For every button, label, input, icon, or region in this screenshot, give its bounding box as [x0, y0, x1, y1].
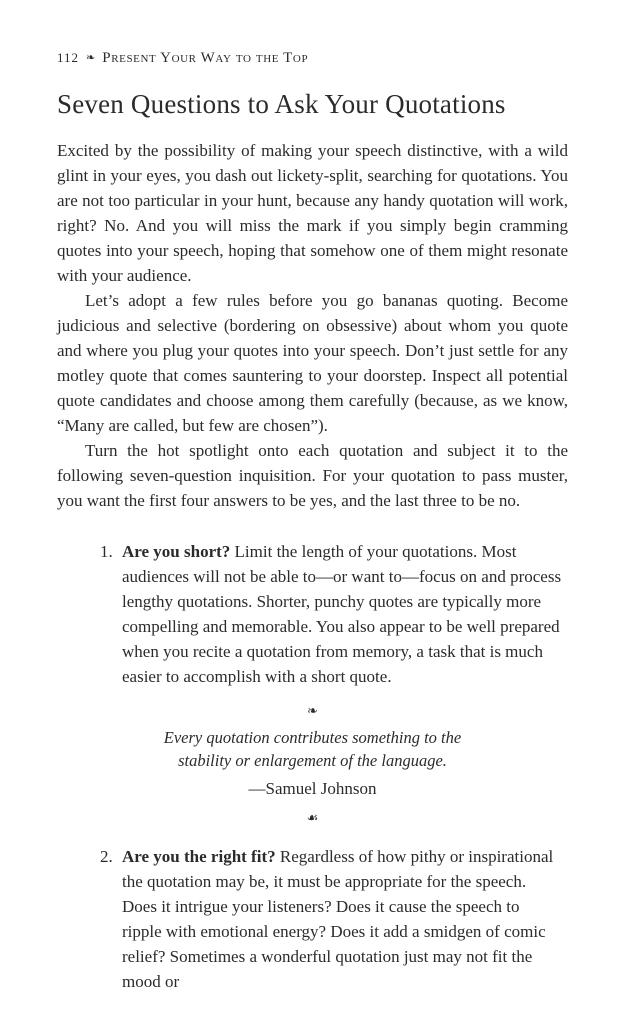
chapter-title: Seven Questions to Ask Your Quotations	[57, 89, 506, 119]
running-title: Present Your Way to the Top	[102, 50, 309, 66]
list-item-text	[122, 539, 562, 689]
list-item-2	[57, 844, 568, 994]
question-list-continued	[57, 844, 568, 994]
page-number: 112	[57, 50, 80, 65]
list-item-body: Regardless of how pithy or inspirational the quotation may be, it must be appropriate for the speech. Does it intrigue your listeners? Does it cause the speech to ripple with emotional energy? Does it add a smidgen of comic relief? Sometimes a wonderful quotation just may not fit the mood or	[122, 847, 554, 991]
page-header	[57, 50, 568, 67]
fleuron-reversed-icon: ☙	[306, 810, 319, 825]
question-list	[57, 539, 568, 689]
list-item-body: Limit the length of your quotations. Most audiences will not be able to—or want to—focus on and process lengthy quotations. Shorter, punchy quotes are typically more compelling and memorable. You also appear to be well prepared when you recite a quotation from memory, a task that is much easier to accomplish with a short quote.	[122, 542, 562, 686]
pull-quote	[57, 702, 568, 827]
quote-attribution: —Samuel Johnson	[248, 779, 377, 798]
list-item-text	[122, 844, 562, 994]
list-item-lead: Are you short?	[122, 542, 231, 561]
fleuron-icon: ❧	[86, 52, 96, 64]
paragraph-rules: Let’s adopt a few rules before you go bananas quoting. Become judicious and selective (bordering on obsessive) about whom you quote and where you plug your quotes into your speech. Don’t just settle for any motley quote that comes sauntering to your doorstep. Inspect all potential quote candidates and choose among them carefully (because, as we know, “Many are called, but few are chosen”).	[57, 291, 568, 435]
list-item-lead: Are you the right fit?	[122, 847, 276, 866]
quote-line-2: stability or enlargement of the language.	[178, 751, 447, 770]
list-item-1	[57, 539, 568, 689]
paragraph-intro: Excited by the possibility of making your speech distinctive, with a wild glint in your eyes, you dash out lickety-split, searching for quotations. You are not too particular in your hunt, because any handy quotation will work, right? No. And you will miss the mark if you simply begin cramming quotes into your speech, hoping that somehow one of them might resonate with your audience.	[57, 141, 568, 285]
fleuron-icon: ❧	[307, 703, 318, 718]
list-number: 1.	[100, 542, 113, 561]
paragraph-spotlight: Turn the hot spotlight onto each quotation and subject it to the following seven-question inquisition. For your quotation to pass muster, you want the first four answers to be yes, and the last three to be no.	[57, 441, 568, 510]
list-number: 2.	[100, 847, 113, 866]
quote-line-1: Every quotation contributes something to the	[163, 728, 462, 747]
